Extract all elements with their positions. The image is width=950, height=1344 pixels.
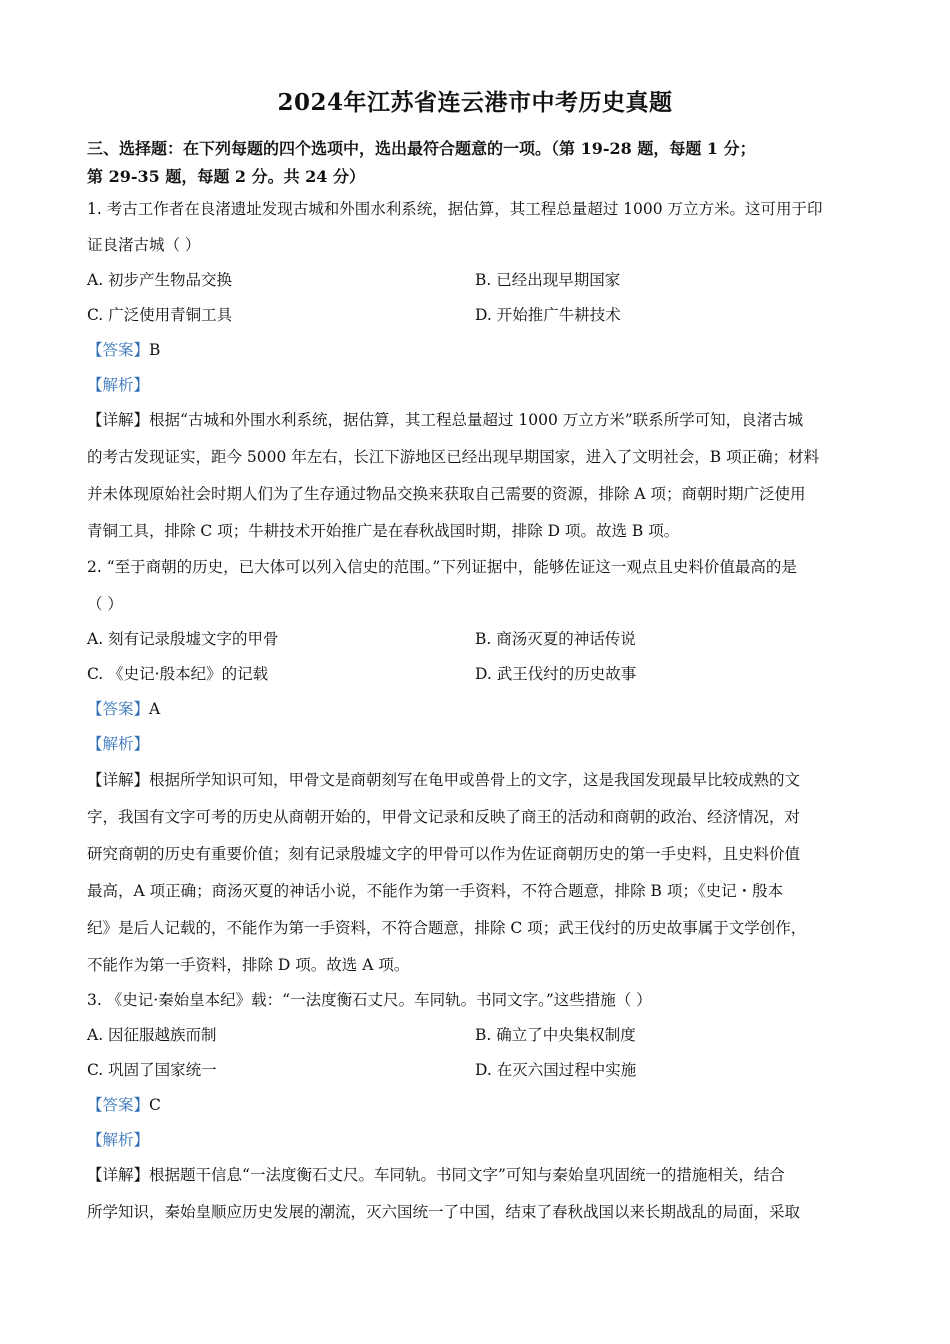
q1-option-c: C. 广泛使用青铜工具 [87, 306, 233, 324]
q2-option-b: B. 商汤灭夏的神话传说 [475, 630, 636, 648]
q3-detail-line-2: 所学知识，秦始皇顺应历史发展的潮流，灭六国统一了中国，结束了春秋战国以来长期战乱的局面，采取 [87, 1203, 801, 1221]
q2-detail-line-5: 纪》是后人记载的，不能作为第一手资料，不符合题意，排除 C 项；武王伐纣的历史故事属于文学创作， [87, 919, 807, 937]
analysis-tag: 【解析】 [87, 735, 150, 753]
q2-detail-line-4: 最高，A 项正确；商汤灭夏的神话小说，不能作为第一手资料，不符合题意，排除 B 项；《史记・殷本 [87, 882, 784, 900]
q2-detail-line-6: 不能作为第一手资料，排除 D 项。故选 A 项。 [87, 956, 410, 974]
q3-answer-line [87, 1093, 161, 1115]
q1-detail-line-2: 的考古发现证实，距今 5000 年左右，长江下游地区已经出现早期国家，进入了文明社会，B 项正确；材料 [87, 448, 820, 466]
q2-option-d: D. 武王伐纣的历史故事 [475, 665, 637, 683]
section-heading-line-2: 第 29-35 题，每题 2 分。共 24 分） [87, 167, 365, 186]
q1-option-a: A. 初步产生物品交换 [87, 271, 233, 289]
q1-stem-line-1: 1. 考古工作者在良渚遗址发现古城和外围水利系统，据估算，其工程总量超过 1000 万立方米。这可用于印 [87, 200, 823, 218]
q3-stem-line-1: 3. 《史记·秦始皇本纪》载：“一法度衡石丈尺。车同轨。书同文字。”这些措施（ ） [87, 991, 652, 1009]
q3-analysis-line [87, 1128, 149, 1150]
q2-answer-line [87, 697, 160, 719]
q2-detail-line-3: 研究商朝的历史有重要价值；刻有记录殷墟文字的甲骨可以作为佐证商朝历史的第一手史料，且史料价值 [87, 845, 801, 863]
answer-tag: 【答案】 [87, 700, 150, 718]
q1-answer: B [149, 341, 161, 359]
q2-answer: A [149, 700, 161, 718]
q1-detail-line-4: 青铜工具，排除 C 项；牛耕技术开始推广是在春秋战国时期，排除 D 项。故选 B 项。 [87, 522, 680, 540]
answer-tag: 【答案】 [87, 341, 150, 359]
section-heading-line-1: 三、选择题：在下列每题的四个选项中，选出最符合题意的一项。（第 19-28 题，每题 1 分； [87, 139, 756, 158]
page-title: 2024年江苏省连云港市中考历史真题 [277, 89, 673, 116]
q1-option-d: D. 开始推广牛耕技术 [475, 306, 621, 324]
q2-option-a: A. 刻有记录殷墟文字的甲骨 [87, 630, 279, 648]
q1-detail-line-3: 并未体现原始社会时期人们为了生存通过物品交换来获取自己需要的资源，排除 A 项；商朝时期广泛使用 [87, 485, 806, 503]
q2-detail-line-1 [87, 768, 800, 790]
answer-tag: 【答案】 [87, 1096, 150, 1114]
q1-analysis-line [87, 373, 149, 395]
q2-stem-line-2: （ ） [87, 595, 123, 613]
q1-stem-line-2: 证良渚古城（ ） [87, 236, 201, 254]
q3-detail-text-1: 根据题干信息“一法度衡石丈尺。车同轨。书同文字”可知与秦始皇巩固统一的措施相关，结合 [149, 1166, 785, 1184]
q2-option-c: C. 《史记·殷本纪》的记载 [87, 665, 269, 683]
q2-stem-line-1: 2. “至于商朝的历史，已大体可以列入信史的范围。”下列证据中，能够佐证这一观点且史料价值最高的是 [87, 558, 797, 576]
q3-answer: C [149, 1096, 161, 1114]
analysis-tag: 【解析】 [87, 1131, 150, 1149]
q3-option-d: D. 在灭六国过程中实施 [475, 1061, 637, 1079]
q1-detail-line-1 [87, 408, 803, 430]
q3-detail-line-1 [87, 1163, 785, 1185]
analysis-tag: 【解析】 [87, 376, 150, 394]
q3-option-b: B. 确立了中央集权制度 [475, 1026, 636, 1044]
q3-option-a: A. 因征服越族而制 [87, 1026, 217, 1044]
detail-tag: 【详解】 [87, 411, 150, 429]
detail-tag: 【详解】 [87, 1166, 150, 1184]
q1-option-b: B. 已经出现早期国家 [475, 271, 621, 289]
detail-tag: 【详解】 [87, 771, 150, 789]
q3-option-c: C. 巩固了国家统一 [87, 1061, 217, 1079]
q2-detail-line-2: 字，我国有文字可考的历史从商朝开始的，甲骨文记录和反映了商王的活动和商朝的政治、经济情况，对 [87, 808, 801, 826]
q1-detail-text-1: 根据“古城和外围水利系统，据估算，其工程总量超过 1000 万立方米”联系所学可知，良渚古城 [149, 411, 804, 429]
q1-answer-line [87, 338, 160, 360]
q2-detail-text-1: 根据所学知识可知，甲骨文是商朝刻写在龟甲或兽骨上的文字，这是我国发现最早比较成熟的文 [149, 771, 801, 789]
q2-analysis-line [87, 732, 149, 754]
